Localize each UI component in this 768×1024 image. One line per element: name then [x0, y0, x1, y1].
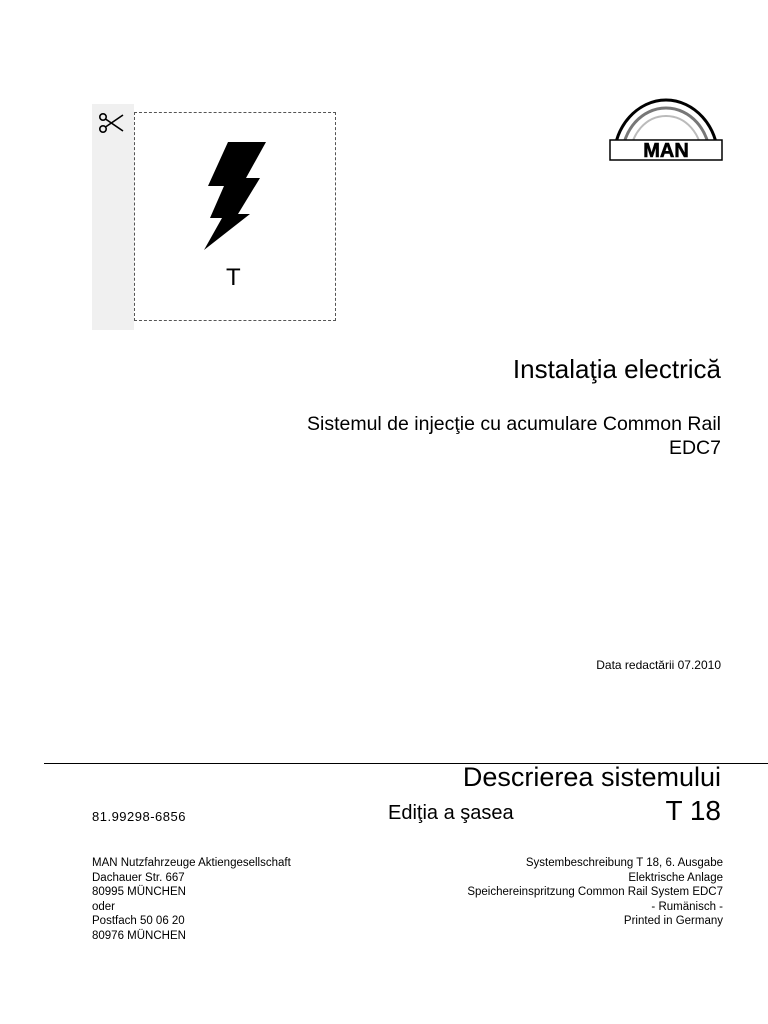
system-description-line: Systembeschreibung T 18, 6. Ausgabe — [525, 857, 723, 869]
lightning-bolt-icon — [200, 140, 270, 252]
system-description — [467, 856, 723, 929]
system-description-line: Elektrische Anlage — [628, 871, 723, 884]
address-line: Postfach 50 06 20 — [92, 915, 185, 928]
publisher-address — [92, 856, 291, 944]
logo-text: MAN — [643, 140, 689, 162]
man-logo — [608, 96, 724, 162]
edit-date: Data redactării 07.2010 — [596, 658, 721, 672]
address-line: Dachauer Str. 667 — [92, 871, 185, 884]
subtitle-line-1: Sistemul de injecţie cu acumulare Common Rail — [306, 413, 721, 435]
address-line: MAN Nutzfahrzeuge Aktiengesellschaft — [92, 857, 291, 869]
system-description-line: Speichereinspritzung Common Rail System EDC7 — [467, 886, 723, 899]
address-line: 80976 MÜNCHEN — [92, 929, 186, 942]
part-number: 81.99298-6856 — [92, 809, 186, 824]
document-subtitle — [307, 412, 721, 460]
system-description-line: Printed in Germany — [623, 915, 723, 928]
subtitle-line-2: EDC7 — [668, 437, 721, 459]
address-line: 80995 MÜNCHEN — [92, 886, 186, 899]
edition-label: Ediţia a şasea — [388, 802, 514, 824]
tab-letter: T — [226, 264, 241, 291]
document-title: Instalaţia electrică — [512, 354, 721, 384]
system-description-line: - Rumänisch - — [651, 900, 723, 913]
scissors-icon — [96, 108, 126, 138]
description-title: Descrierea sistemului — [462, 762, 721, 792]
document-code: T 18 — [665, 795, 721, 826]
address-line: oder — [92, 900, 116, 913]
